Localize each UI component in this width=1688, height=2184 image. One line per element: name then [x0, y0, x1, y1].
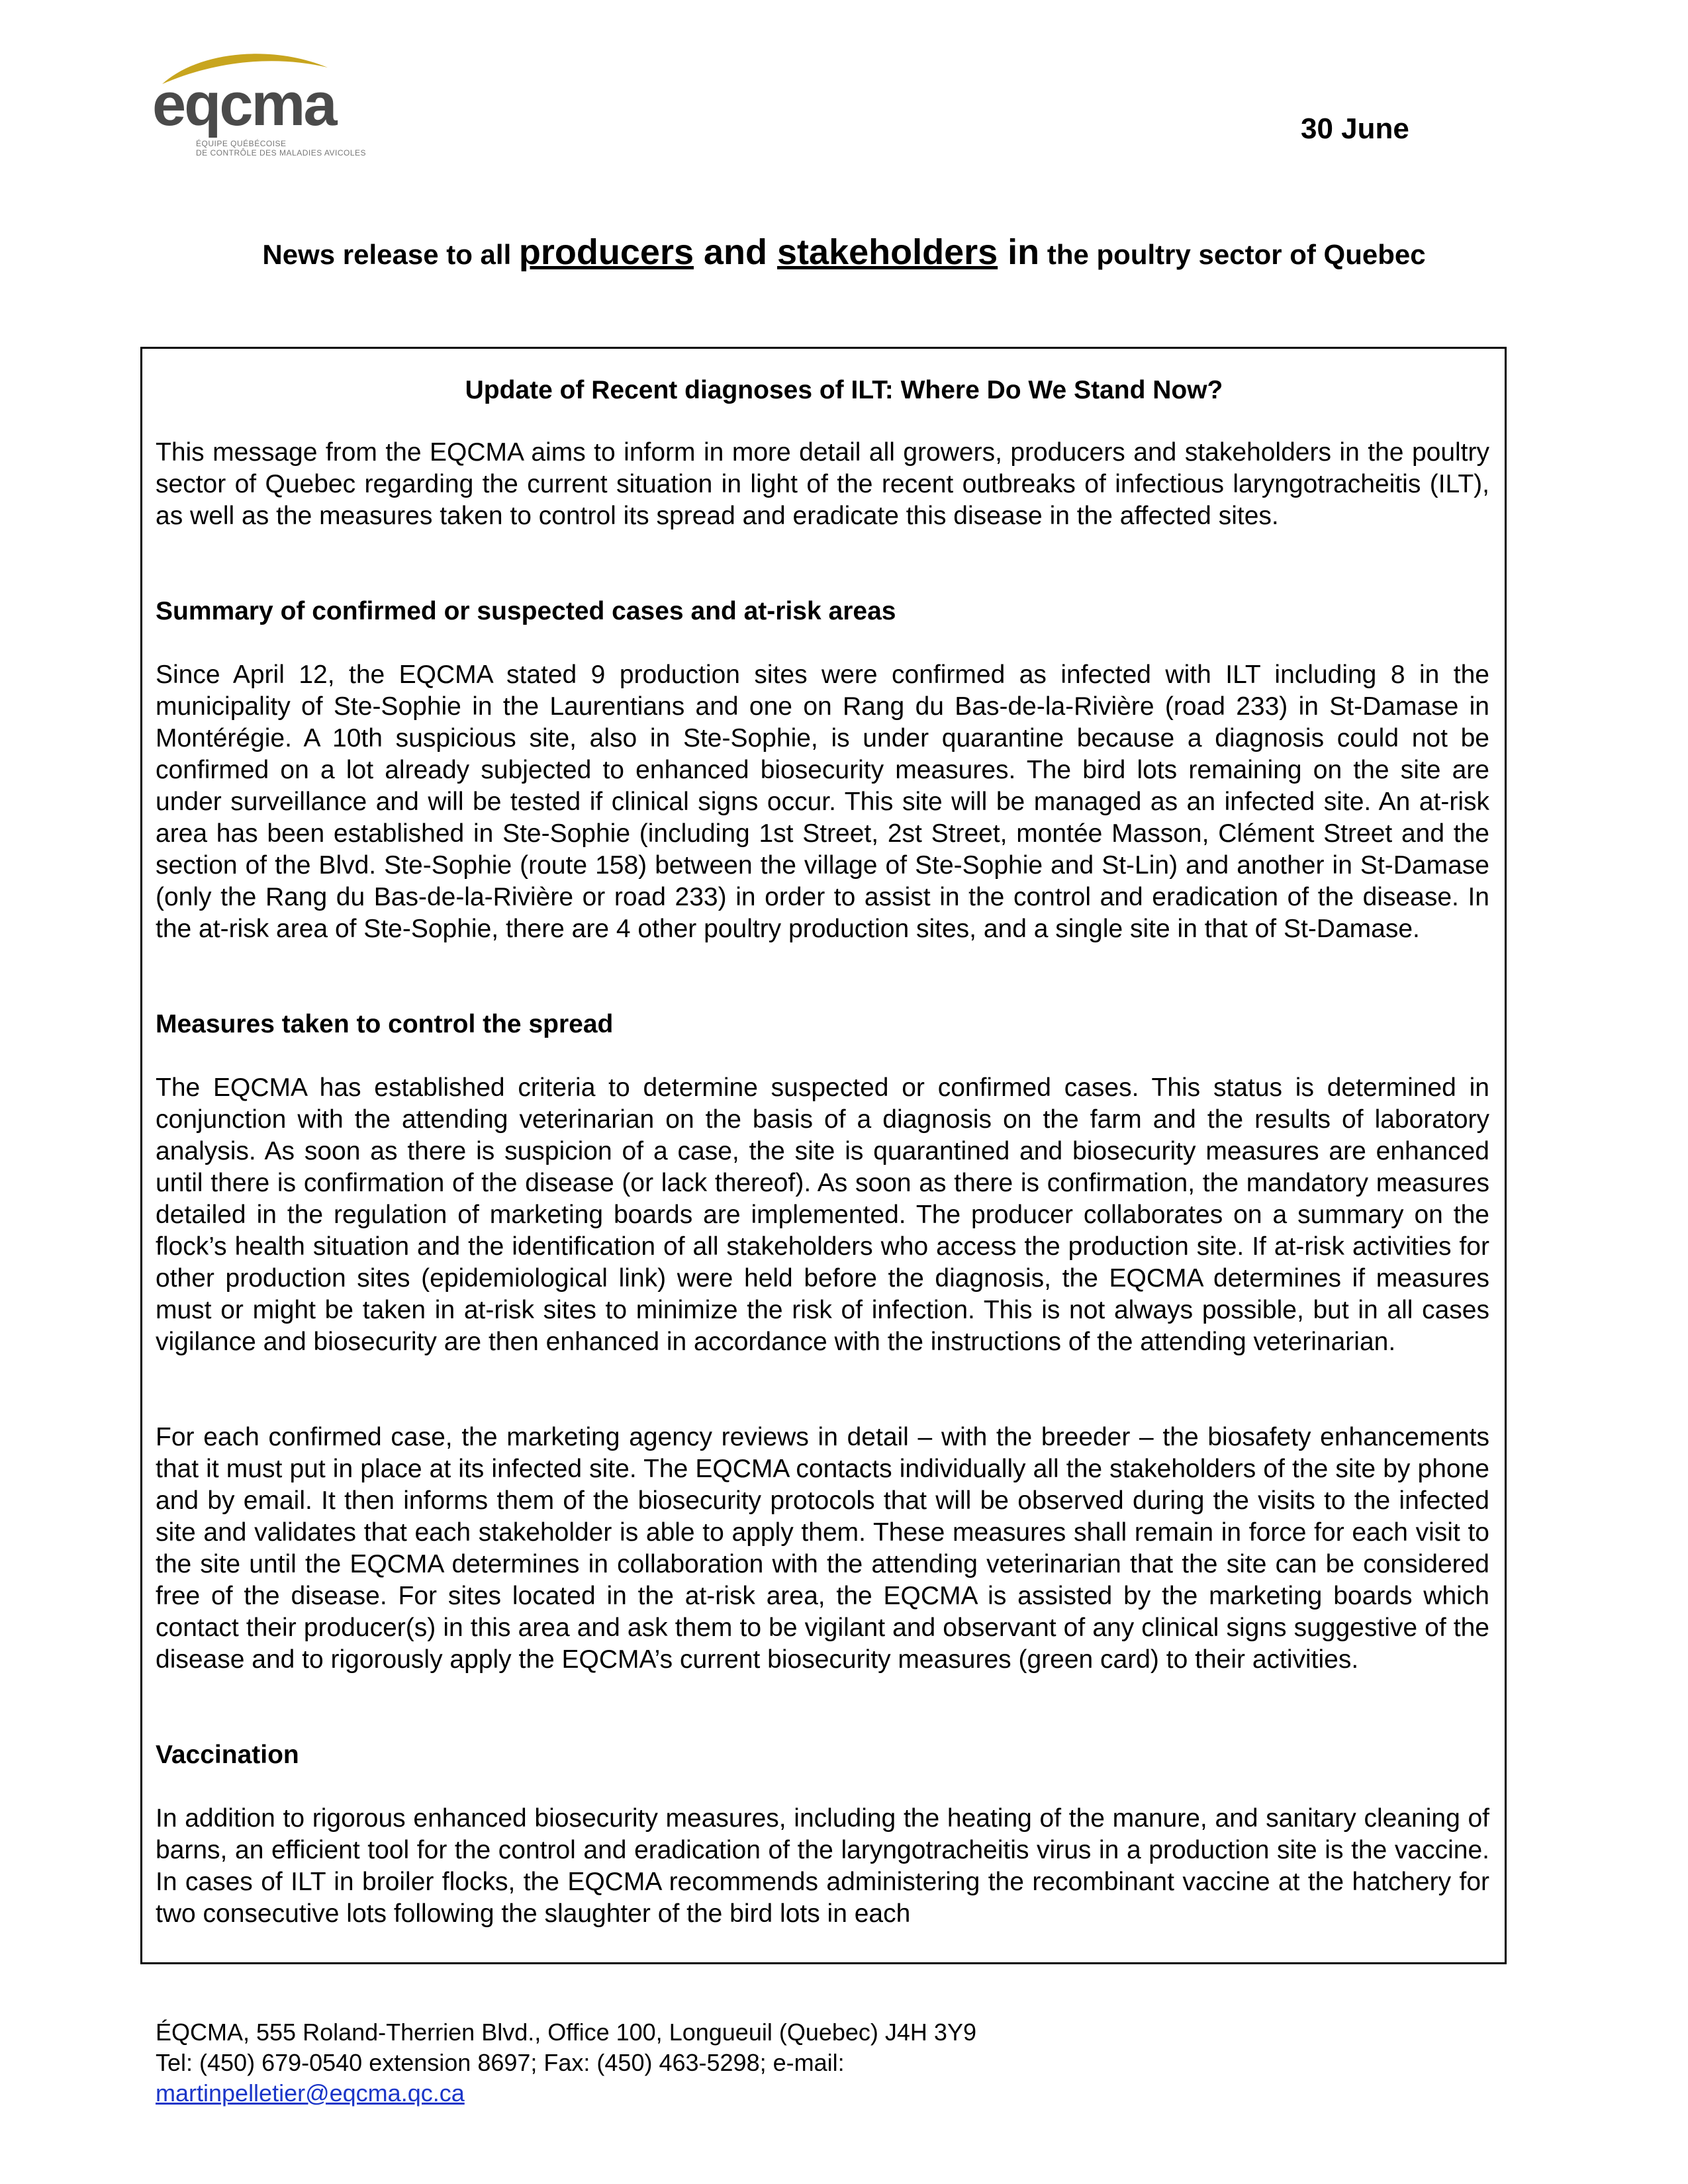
- footer-email-link[interactable]: martinpelletier@eqcma.qc.ca: [156, 2079, 465, 2107]
- headline-and: and: [694, 232, 778, 272]
- logo-wordmark: eqcma: [152, 71, 336, 138]
- headline-stakeholders: stakeholders: [777, 232, 998, 272]
- headline-in: in: [998, 232, 1040, 272]
- headline-part1: News release to all: [262, 239, 519, 270]
- news-headline: [0, 232, 1688, 273]
- footer-contact: Tel: (450) 679-0540 extension 8697; Fax: (450) 463-5298; e-mail:: [156, 2049, 845, 2076]
- summary-paragraph: Since April 12, the EQCMA stated 9 production sites were confirmed as infected with ILT including 8 in the municipality of Ste-Sophie in the Laurentians and one on Rang du Bas-de-la-Rivière (road 233) in St-Damase in Montérégie. A 10th suspicious site, also in Ste-Sophie, is under quarantine because a diagnosis could not be confirmed on a lot already subjected to enhanced biosecurity measures. The bird lots remaining on the site are under surveillance and will be tested if clinical signs occur. This site will be managed as an infected site. An at-risk area has been established in Ste-Sophie (including 1st Street, 2st Street, montée Masson, Clément Street and the section of the Blvd. Ste-Sophie (route 158) between the village of Ste-Sophie and St-Lin) and another in St-Damase (only the Rang du Bas-de-la-Rivière or road 233) in order to assist in the control and eradication of the disease. In the at-risk area of Ste-Sophie, there are 4 other poultry production sites, and a single site in that of St-Damase.: [156, 660, 1489, 943]
- section-heading-measures: Measures taken to control the spread: [156, 1010, 614, 1038]
- section-heading-vaccination: Vaccination: [156, 1741, 299, 1769]
- headline-part2: the poultry sector of Quebec: [1039, 239, 1426, 270]
- headline-producers: producers: [518, 232, 694, 272]
- footer: [156, 2017, 976, 2109]
- eqcma-logo: [152, 48, 371, 160]
- footer-address: ÉQCMA, 555 Roland-Therrien Blvd., Office 100, Longueuil (Quebec) J4H 3Y9: [156, 2019, 976, 2046]
- section-heading-summary: Summary of confirmed or suspected cases and at-risk areas: [156, 597, 896, 625]
- logo-tagline-line2: DE CONTRÔLE DES MALADIES AVICOLES: [196, 148, 367, 158]
- update-title: Update of Recent diagnoses of ILT: Where Do We Stand Now?: [465, 376, 1223, 404]
- vaccination-paragraph: In addition to rigorous enhanced biosecurity measures, including the heating of the manure, and sanitary cleaning of barns, an efficient tool for the control and eradication of the laryngotracheitis virus in a production site is the vaccine. In cases of ILT in broiler flocks, the EQCMA recommends administering the recombinant vaccine at the hatchery for two consecutive lots following the slaughter of the bird lots in each: [156, 1804, 1489, 1928]
- measures-paragraph-2: For each confirmed case, the marketing agency reviews in detail – with the breeder – the biosafety enhancements that it must put in place at its infected site. The EQCMA contacts individually all the stakeholders of the site by phone and by email. It then informs them of the biosecurity protocols that will be observed during the visits to the infected site and validates that each stakeholder is able to apply them. These measures shall remain in force for each visit to the site until the EQCMA determines in collaboration with the attending veterinarian that the site can be considered free of the disease. For sites located in the at-risk area, the EQCMA is assisted by the marketing boards which contact their producer(s) in this area and ask them to be vigilant and observant of any clinical signs suggestive of the disease and to rigorously apply the EQCMA’s current biosecurity measures (green card) to their activities.: [156, 1423, 1489, 1674]
- intro-paragraph: This message from the EQCMA aims to inform in more detail all growers, producers and stakeholders in the poultry sector of Quebec regarding the current situation in light of the recent outbreaks of infectious laryngotracheitis (ILT), as well as the measures taken to control its spread and eradicate this disease in the affected sites.: [156, 438, 1489, 530]
- measures-paragraph-1: The EQCMA has established criteria to determine suspected or confirmed cases. This status is determined in conjunction with the attending veterinarian on the basis of a diagnosis on the farm and the results of laboratory analysis. As soon as there is suspicion of a case, the site is quarantined and biosecurity measures are enhanced until there is confirmation of the disease (or lack thereof). As soon as there is confirmation, the mandatory measures detailed in the regulation of marketing boards are implemented. The producer collaborates on a summary on the flock’s health situation and the identification of all stakeholders who access the production site. If at-risk activities for other production sites (epidemiological link) were held before the diagnosis, the EQCMA determines if measures must or might be taken in at-risk sites to minimize the risk of infection. This is not always possible, but in all cases vigilance and biosecurity are then enhanced in accordance with the instructions of the attending veterinarian.: [156, 1073, 1489, 1356]
- logo-tagline-line1: ÉQUIPE QUÉBÉCOISE: [196, 139, 287, 148]
- release-date: 30 June: [1301, 113, 1409, 145]
